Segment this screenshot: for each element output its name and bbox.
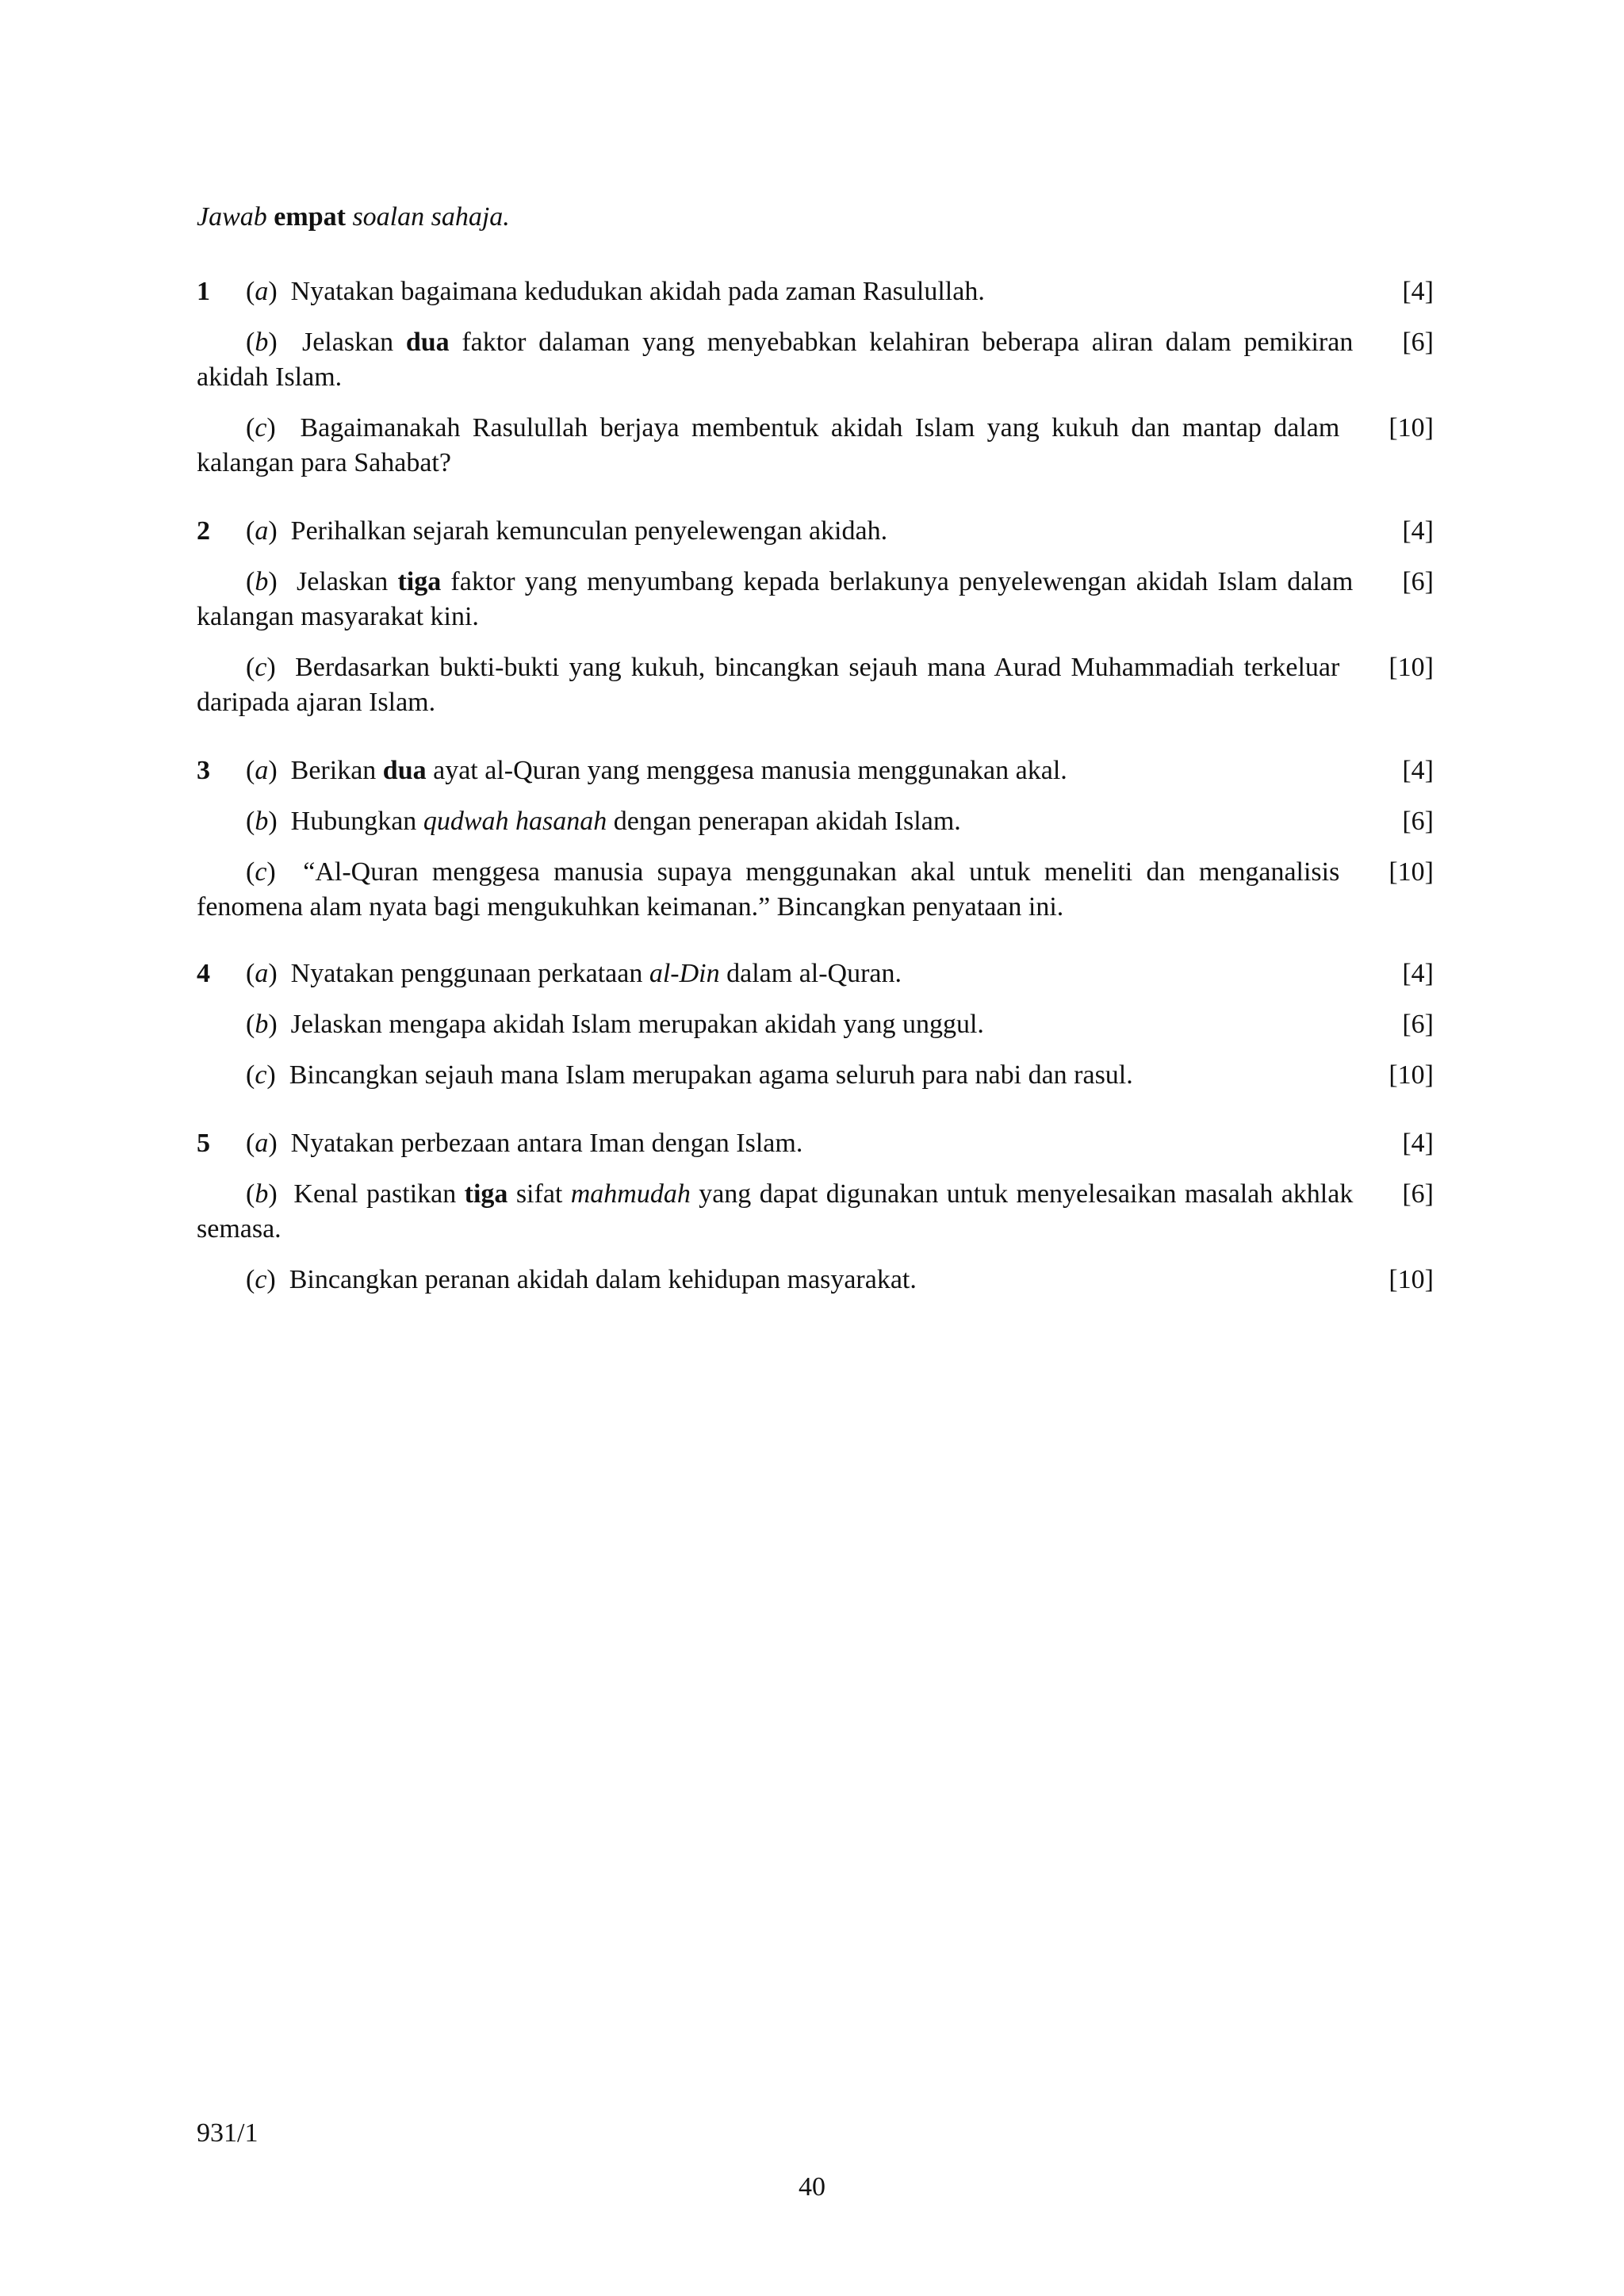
question-part-a: 4 [4] (a) Nyatakan penggunaan perkataan al-Din dalam al-Quran. [197, 956, 1434, 991]
part-label: c [255, 1265, 267, 1294]
question-text: dua [382, 756, 427, 785]
question-part-c: [10] (c) “Al-Quran menggesa manusia supaya menggunakan akal untuk meneliti dan menganalisis fenomena alam nyata bagi mengukuhkan keimanan.” Bincangkan penyataan ini. [197, 855, 1434, 925]
question-part-c: [10] (c) Berdasarkan bukti-bukti yang kukuh, bincangkan sejauh mana Aurad Muhammadiah terkeluar daripada ajaran Islam. [197, 650, 1434, 720]
question-part-b: [6] (b) Hubungkan qudwah hasanah dengan penerapan akidah Islam. [197, 804, 1434, 839]
part-label: c [255, 653, 267, 682]
marks: [6] [1402, 328, 1434, 357]
part-label: b [255, 807, 269, 836]
question-part-a: 5 [4] (a) Nyatakan perbezaan antara Iman dengan Islam. [197, 1126, 1434, 1161]
question-text: Jelaskan [297, 567, 398, 596]
instruction-pre: Jawab [197, 202, 267, 232]
question-text: qudwah hasanah [423, 807, 607, 836]
question-number: 5 [197, 1129, 210, 1158]
question-text: sifat [508, 1179, 571, 1209]
marks: [6] [1402, 1010, 1434, 1039]
question-text: Hubungkan [290, 807, 423, 836]
question-part-c: [10] (c) Bagaimanakah Rasulullah berjaya membentuk akidah Islam yang kukuh dan mantap dalam kalangan para Sahabat? [197, 411, 1434, 481]
marks: [4] [1402, 277, 1434, 306]
part-label: a [255, 959, 269, 988]
part-label: b [255, 1010, 269, 1039]
question-part-a: 3 [4] (a) Berikan dua ayat al-Quran yang menggesa manusia menggunakan akal. [197, 753, 1434, 788]
part-label: b [255, 328, 269, 357]
question-text: Nyatakan perbezaan antara Iman dengan Islam. [290, 1129, 803, 1158]
question-number: 3 [197, 756, 210, 785]
question-part-b: [6] (b) Jelaskan mengapa akidah Islam merupakan akidah yang unggul. [197, 1007, 1434, 1042]
question-text: faktor dalaman yang menyebabkan kelahiran beberapa aliran dalam pemikiran akidah Islam. [197, 328, 1354, 392]
marks: [4] [1402, 756, 1434, 785]
part-label: c [255, 413, 267, 443]
question-number: 1 [197, 277, 210, 306]
question-number: 2 [197, 516, 210, 546]
question-2 [197, 514, 1434, 720]
marks: [10] [1388, 857, 1434, 887]
instruction-bold: empat [274, 202, 346, 232]
question-text: mahmudah [570, 1179, 691, 1209]
question-3 [197, 753, 1434, 925]
marks: [10] [1388, 1060, 1434, 1090]
part-label: b [255, 1179, 269, 1209]
question-4 [197, 956, 1434, 1093]
marks: [4] [1402, 516, 1434, 546]
marks: [10] [1388, 1265, 1434, 1294]
question-text: Nyatakan bagaimana kedudukan akidah pada zaman Rasulullah. [290, 277, 985, 306]
part-label: a [255, 756, 269, 785]
question-text: Bincangkan sejauh mana Islam merupakan agama seluruh para nabi dan rasul. [289, 1060, 1133, 1090]
marks: [10] [1388, 653, 1434, 682]
part-label: c [255, 1060, 267, 1090]
marks: [4] [1402, 1129, 1434, 1158]
part-label: a [255, 516, 269, 546]
marks: [4] [1402, 959, 1434, 988]
question-part-c: [10] (c) Bincangkan sejauh mana Islam merupakan agama seluruh para nabi dan rasul. [197, 1058, 1434, 1093]
question-text: Jelaskan [301, 328, 406, 357]
question-text: dalam al-Quran. [719, 959, 902, 988]
question-text: “Al-Quran menggesa manusia supaya menggunakan akal untuk meneliti dan menganalisis fenomena alam nyata bagi mengukuhkan keimanan.” Bincangkan penyataan ini. [197, 857, 1340, 922]
question-text: tiga [464, 1179, 508, 1209]
question-text: dengan penerapan akidah Islam. [607, 807, 961, 836]
part-label: a [255, 277, 269, 306]
question-part-b: [6] (b) Kenal pastikan tiga sifat mahmudah yang dapat digunakan untuk menyelesaikan masalah akhlak semasa. [197, 1177, 1434, 1247]
question-text: dua [405, 328, 450, 357]
question-text: tiga [397, 567, 442, 596]
question-part-b: [6] (b) Jelaskan dua faktor dalaman yang menyebabkan kelahiran beberapa aliran dalam pemikiran akidah Islam. [197, 325, 1434, 395]
question-part-a: 1 [4] (a) Nyatakan bagaimana kedudukan akidah pada zaman Rasulullah. [197, 274, 1434, 309]
instruction [197, 200, 510, 235]
question-text: Perihalkan sejarah kemunculan penyelewengan akidah. [290, 516, 888, 546]
question-text: Berdasarkan bukti-bukti yang kukuh, bincangkan sejauh mana Aurad Muhammadiah terkeluar daripada ajaran Islam. [197, 653, 1340, 717]
paper-code: 931/1 [197, 2118, 259, 2148]
marks: [6] [1402, 567, 1434, 596]
part-label: a [255, 1129, 269, 1158]
question-text: Nyatakan penggunaan perkataan [290, 959, 649, 988]
marks: [10] [1388, 413, 1434, 443]
question-part-a: 2 [4] (a) Perihalkan sejarah kemunculan penyelewengan akidah. [197, 514, 1434, 549]
question-text: Berikan [290, 756, 383, 785]
question-text: Bagaimanakah Rasulullah berjaya membentuk akidah Islam yang kukuh dan mantap dalam kalangan para Sahabat? [197, 413, 1340, 477]
question-text: Kenal pastikan [293, 1179, 465, 1209]
page-number: 40 [799, 2172, 825, 2202]
part-label: b [255, 567, 269, 596]
question-text: yang dapat digunakan untuk menyelesaikan masalah akhlak semasa. [197, 1179, 1354, 1244]
question-text: faktor yang menyumbang kepada berlakunya penyelewengan akidah Islam dalam kalangan masyarakat kini. [197, 567, 1354, 631]
question-text: Jelaskan mengapa akidah Islam merupakan akidah yang unggul. [290, 1010, 984, 1039]
question-part-b: [6] (b) Jelaskan tiga faktor yang menyumbang kepada berlakunya penyelewengan akidah Islam dalam kalangan masyarakat kini. [197, 565, 1434, 634]
marks: [6] [1402, 807, 1434, 836]
question-text: al-Din [649, 959, 720, 988]
instruction-post: soalan sahaja. [352, 202, 510, 232]
question-text: Bincangkan peranan akidah dalam kehidupan masyarakat. [289, 1265, 917, 1294]
marks: [6] [1402, 1179, 1434, 1209]
question-number: 4 [197, 959, 210, 988]
question-1 [197, 274, 1434, 481]
question-part-c: [10] (c) Bincangkan peranan akidah dalam kehidupan masyarakat. [197, 1263, 1434, 1297]
question-text: ayat al-Quran yang menggesa manusia menggunakan akal. [426, 756, 1067, 785]
part-label: c [255, 857, 267, 887]
question-5 [197, 1126, 1434, 1297]
